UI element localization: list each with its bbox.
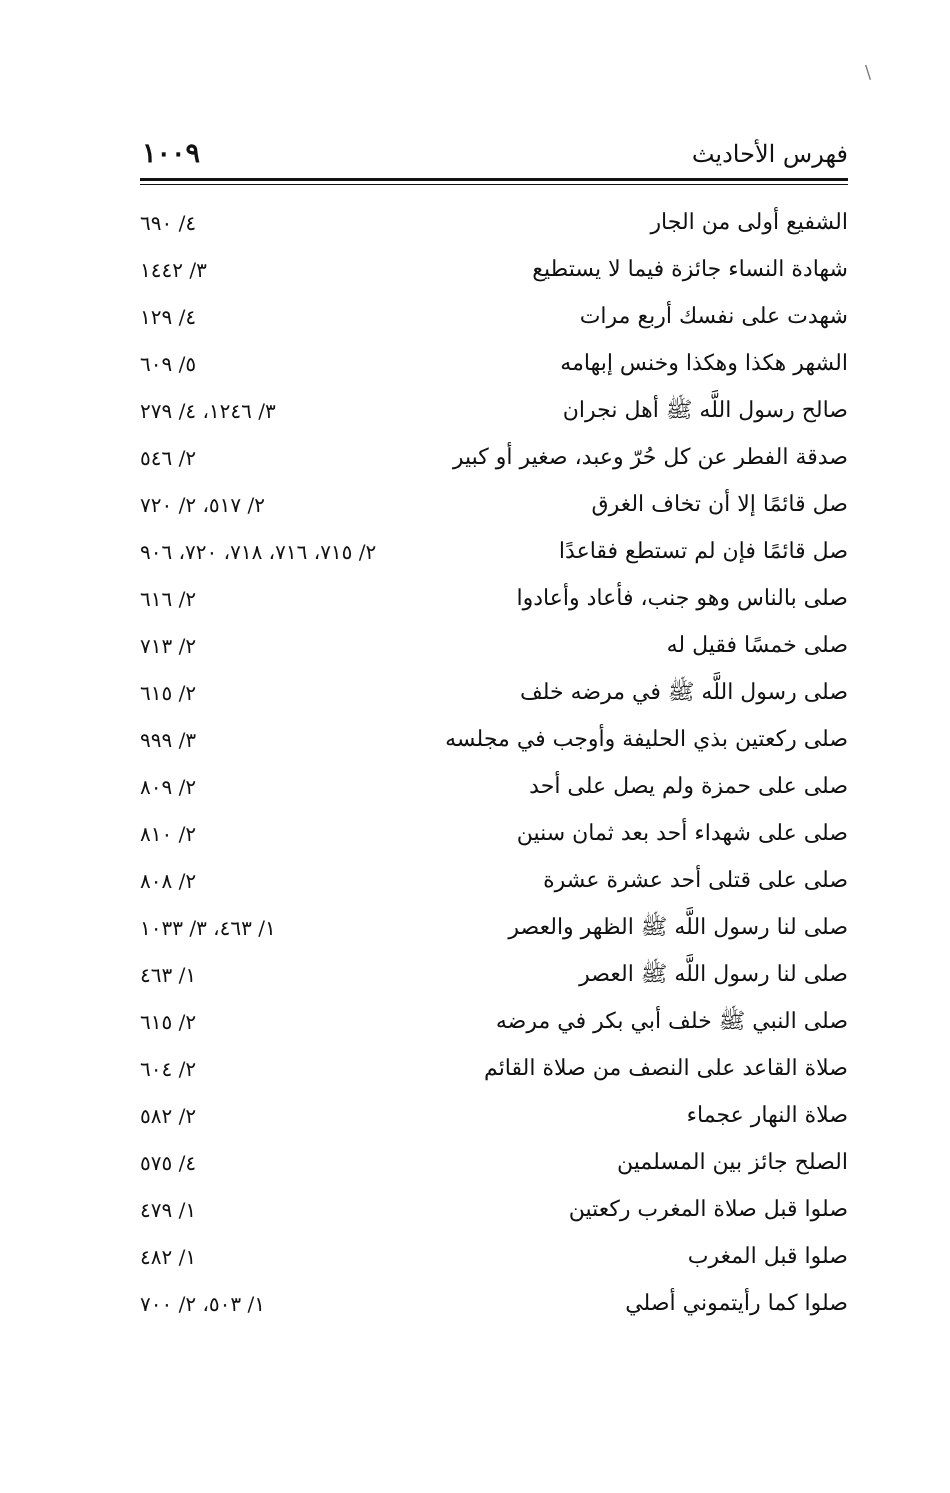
- hadith-text: صدقة الفطر عن كل حُرّ وعبد، صغير أو كبير: [452, 445, 848, 470]
- corner-mark: \: [865, 62, 872, 83]
- hadith-text: صلى على قتلى أحد عشرة عشرة: [543, 868, 848, 893]
- hadith-references: ١/ ٥٠٣، ٢/ ٧٠٠: [140, 1292, 265, 1316]
- index-entry: [140, 861, 848, 908]
- index-entry: [140, 203, 848, 250]
- hadith-text: صل قائمًا إلا أن تخاف الغرق: [591, 492, 848, 517]
- hadith-references: ٢/ ٧١٣: [140, 634, 197, 658]
- hadith-references: ١/ ٤٧٩: [140, 1198, 197, 1222]
- index-entry: [140, 1002, 848, 1049]
- index-entry: [140, 438, 848, 485]
- index-entry: [140, 1143, 848, 1190]
- page-header: [140, 138, 848, 178]
- hadith-references: ١/ ٤٦٣، ٣/ ١٠٣٣: [140, 916, 276, 940]
- hadith-references: ٢/ ٨١٠: [140, 822, 197, 846]
- index-entry: [140, 814, 848, 861]
- running-title: فهرس الأحاديث: [691, 140, 848, 168]
- index-entry: [140, 297, 848, 344]
- hadith-text: صلوا قبل صلاة المغرب ركعتين: [568, 1197, 848, 1222]
- hadith-references: ٥/ ٦٠٩: [140, 352, 197, 376]
- index-entry: [140, 1190, 848, 1237]
- index-entry: [140, 720, 848, 767]
- hadith-text: صلى على شهداء أحد بعد ثمان سنين: [516, 821, 848, 846]
- hadith-text: صالح رسول اللَّه ﷺ أهل نجران: [562, 398, 848, 423]
- index-entry: [140, 767, 848, 814]
- index-entry: [140, 955, 848, 1002]
- index-entry: [140, 391, 848, 438]
- index-entry: [140, 250, 848, 297]
- hadith-text: صلاة القاعد على النصف من صلاة القائم: [484, 1056, 848, 1081]
- hadith-references: ٤/ ٦٩٠: [140, 211, 197, 235]
- hadith-references: ٤/ ١٢٩: [140, 305, 197, 329]
- index-entry: [140, 673, 848, 720]
- hadith-text: صلى على حمزة ولم يصل على أحد: [529, 774, 848, 799]
- index-entry: [140, 1049, 848, 1096]
- hadith-references: ٢/ ٥١٧، ٢/ ٧٢٠: [140, 493, 265, 517]
- hadith-text: صلى رسول اللَّه ﷺ في مرضه خلف: [519, 680, 848, 705]
- hadith-references: ١/ ٤٦٣: [140, 963, 197, 987]
- index-entry: [140, 485, 848, 532]
- hadith-text: صلى خمسًا فقيل له: [666, 633, 848, 658]
- hadith-text: صلى لنا رسول اللَّه ﷺ الظهر والعصر: [508, 915, 848, 940]
- hadith-references: ٢/ ٦١٥: [140, 1010, 197, 1034]
- hadith-references: ٢/ ٥٨٢: [140, 1104, 197, 1128]
- index-entry: [140, 532, 848, 579]
- hadith-text: صلى النبي ﷺ خلف أبي بكر في مرضه: [495, 1009, 848, 1034]
- index-entry: [140, 1237, 848, 1284]
- hadith-references: ١/ ٤٨٢: [140, 1245, 197, 1269]
- page-number: ١٠٠٩: [142, 138, 201, 169]
- hadith-text: شهدت على نفسك أربع مرات: [579, 304, 848, 329]
- hadith-text: الصلح جائز بين المسلمين: [617, 1150, 848, 1175]
- hadith-text: صلوا قبل المغرب: [687, 1244, 848, 1269]
- hadith-text: صلى بالناس وهو جنب، فأعاد وأعادوا: [516, 586, 848, 611]
- hadith-references: ٢/ ٦٠٤: [140, 1057, 197, 1081]
- hadith-text: صلى ركعتين بذي الحليفة وأوجب في مجلسه: [445, 727, 848, 752]
- index-entry: [140, 626, 848, 673]
- hadith-text: صلاة النهار عجماء: [686, 1103, 848, 1128]
- hadith-text: صلوا كما رأيتموني أصلي: [625, 1291, 848, 1316]
- header-rule-thick: [140, 178, 848, 181]
- index-entry: [140, 344, 848, 391]
- hadith-references: ٣/ ١٤٤٢: [140, 258, 207, 282]
- hadith-text: صل قائمًا فإن لم تستطع فقاعدًا: [558, 539, 848, 564]
- hadith-text: الشهر هكذا وهكذا وخنس إبهامه: [560, 351, 848, 376]
- hadith-references: ٢/ ٦١٦: [140, 587, 197, 611]
- hadith-references: ٢/ ٦١٥: [140, 681, 197, 705]
- index-entry: [140, 1096, 848, 1143]
- hadith-text: شهادة النساء جائزة فيما لا يستطيع: [532, 257, 848, 282]
- index-entry: [140, 908, 848, 955]
- index-entry: [140, 579, 848, 626]
- hadith-index-list: [140, 203, 848, 1331]
- hadith-references: ٣/ ١٢٤٦، ٤/ ٢٧٩: [140, 399, 276, 423]
- hadith-text: صلى لنا رسول اللَّه ﷺ العصر: [579, 962, 848, 987]
- hadith-references: ٢/ ٥٤٦: [140, 446, 197, 470]
- hadith-references: ٢/ ٧١٥، ٧١٦، ٧١٨، ٧٢٠، ٩٠٦: [140, 540, 377, 564]
- index-entry: [140, 1284, 848, 1331]
- hadith-references: ٢/ ٨٠٩: [140, 775, 197, 799]
- hadith-text: الشفيع أولى من الجار: [650, 210, 848, 235]
- header-rule-thin: [140, 184, 848, 185]
- hadith-references: ٢/ ٨٠٨: [140, 869, 197, 893]
- hadith-references: ٤/ ٥٧٥: [140, 1151, 197, 1175]
- hadith-references: ٣/ ٩٩٩: [140, 728, 197, 752]
